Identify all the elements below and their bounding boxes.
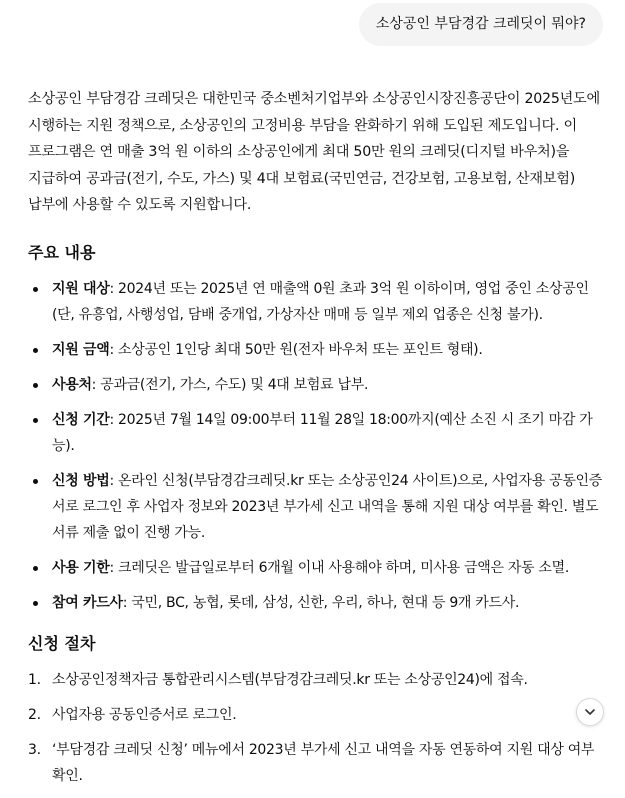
user-message-text: 소상공인 부담경감 크레딧이 뭐야? — [375, 16, 586, 32]
list-item-text: : 국민, BC, 농협, 롯데, 삼성, 신한, 우리, 하나, 현대 등 9개 카드사. — [122, 594, 520, 611]
list-item-label: 지원 금액 — [52, 341, 110, 358]
list-item-label: 지원 대상 — [52, 280, 110, 297]
list-item — [28, 468, 603, 546]
list-item-text: : 소상공인 1인당 최대 50만 원(전자 바우처 또는 포인트 형태). — [109, 341, 483, 358]
list-item-label: 참여 카드사 — [52, 594, 123, 611]
details-list — [28, 276, 603, 616]
scroll-to-bottom-button[interactable] — [576, 698, 604, 726]
step-text: 사업자용 공동인증서로 로그인. — [52, 706, 237, 723]
list-item-text: : 2025년 7월 14일 09:00부터 11월 28일 18:00까지(예산 소진 시 조기 마감 가능). — [52, 411, 593, 454]
list-item — [28, 737, 603, 789]
list-item-label: 신청 방법 — [52, 472, 110, 489]
list-item-label: 신청 기간 — [52, 411, 110, 428]
user-message-bubble — [359, 3, 603, 46]
step-number: 2. — [28, 706, 41, 723]
list-item-text: : 2024년 또는 2025년 연 매출액 0원 초과 3억 원 이하이며, 영업 중인 소상공인(단, 유흥업, 사행성업, 담배 중개업, 가상자산 매매 등 일부 제외 업종은 신청 불가). — [52, 280, 589, 323]
step-text: 소상공인정책자금 통합관리시스템(부담경감크레딧.kr 또는 소상공인24)에 접속. — [52, 671, 528, 688]
steps-list — [28, 667, 603, 789]
section-heading-main: 주요 내용 — [28, 242, 96, 262]
list-item-text: : 크레딧은 발급일로부터 6개월 이내 사용해야 하며, 미사용 금액은 자동 소멸. — [109, 559, 570, 576]
step-text: ‘부담경감 크레딧 신청’ 메뉴에서 2023년 부가세 신고 내역을 자동 연동하여 지원 대상 여부 확인. — [52, 741, 595, 784]
list-item — [28, 702, 603, 728]
list-item-text: : 공과금(전기, 가스, 수도) 및 4대 보험료 납부. — [91, 376, 369, 393]
list-item-label: 사용 기한 — [52, 559, 110, 576]
step-number: 3. — [28, 741, 41, 758]
list-item — [28, 372, 603, 398]
list-item-text: : 온라인 신청(부담경감크레딧.kr 또는 소상공인24 사이트)으로, 사업자용 공동인증서로 로그인 후 사업자 정보와 2023년 부가세 신고 내역을 통해 지원 대상 여부를 확인. 별도 서류 제출 없이 진행 가능. — [52, 472, 602, 541]
step-number: 1. — [28, 671, 41, 688]
answer-intro: 소상공인 부담경감 크레딧은 대한민국 중소벤처기업부와 소상공인시장진흥공단이 2025년도에 시행하는 지원 정책으로, 소상공인의 고정비용 부담을 완화하기 위해 도입된 제도입니다. 이 프로그램은 연 매출 3억 원 이하의 소상공인에게 최대 50만 원의 크레딧(디지털 바우처)을 지급하여 공과금(전기, 수도, 가스) 및 4대 보험료(국민연금, 건강보험, 고용보험, 산재보험) 납부에 사용할 수 있도록 지원합니다. — [28, 91, 600, 213]
list-item — [28, 667, 603, 693]
list-item — [28, 555, 603, 581]
list-item — [28, 590, 603, 616]
list-item — [28, 407, 603, 459]
section-heading-process: 신청 절차 — [28, 633, 96, 653]
list-item-label: 사용처 — [52, 376, 92, 393]
chevron-down-icon — [583, 705, 597, 719]
list-item — [28, 276, 603, 328]
list-item — [28, 337, 603, 363]
assistant-answer — [28, 86, 603, 798]
